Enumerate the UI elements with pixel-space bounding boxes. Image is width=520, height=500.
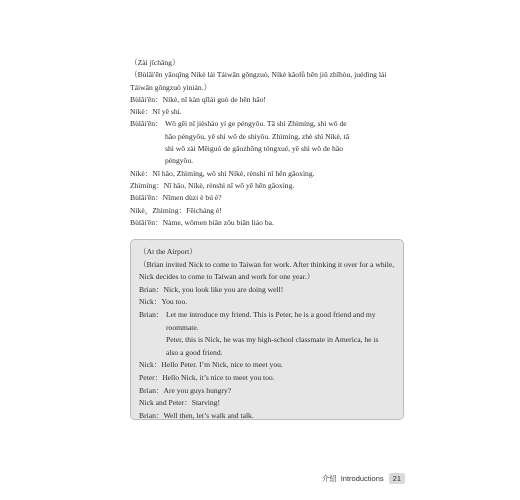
speaker-name (130, 205, 186, 217)
speaker-name (139, 410, 163, 423)
speaker-name (139, 372, 162, 385)
dialogue-line (130, 168, 410, 180)
speech-line: Nǐmen dùzi è bú è? (162, 193, 222, 203)
speech-text (192, 397, 396, 410)
speaker-name (130, 106, 152, 118)
speaker-separator: ： (144, 168, 153, 178)
speaker-separator: ： (144, 107, 153, 117)
speech-text (186, 205, 410, 217)
dialogue-line (139, 372, 396, 385)
speech-line: Are you guys hungry? (163, 385, 232, 395)
speech-text (165, 118, 410, 167)
dialogue-line (130, 180, 410, 192)
speech-line: Nàme, wǒmen biān zǒu biān liáo ba. (162, 217, 274, 227)
speech-line: Well then, let’s walk and talk. (163, 410, 254, 420)
dialogue-line (130, 94, 410, 106)
speaker-separator: ： (155, 217, 163, 227)
speech-line: Nǐ hǎo, Níkè, rènshì nǐ wǒ yě hěn gāoxìng. (163, 180, 295, 190)
speech-text (163, 217, 410, 229)
dialogue-line (139, 296, 396, 309)
speaker-label: Brian (139, 410, 156, 420)
dialogue-lines (130, 94, 410, 229)
speaker-separator: ： (155, 385, 164, 395)
dialogue-line (139, 309, 396, 359)
speaker-label: Peter (139, 372, 155, 382)
speaker-name (130, 192, 163, 204)
speech-line: roommate. (166, 322, 199, 332)
speaker-label: Nick (139, 360, 154, 370)
speech-text (166, 309, 396, 359)
scene-heading: （At the Airport） (139, 247, 197, 256)
speaker-separator: ： (153, 360, 162, 370)
speech-line: Wǒ gěi nǐ jièshào yí ge péngyǒu. Tā shì Zhìmíng, shì wǒ de (165, 119, 347, 129)
speech-line: Nǐ yě shì. (152, 107, 182, 117)
page-footer (322, 473, 405, 484)
speaker-separator: ： (156, 180, 164, 190)
speech-line: Peter, this is Nick, he was my high-school classmate in America, he is (166, 335, 379, 345)
dialogue-line (130, 118, 410, 167)
speech-text (163, 192, 410, 204)
speaker-label: Bùlǎi'ēn (130, 217, 155, 227)
speaker-name (139, 359, 161, 372)
speaker-name (139, 309, 166, 359)
speech-text (152, 168, 410, 180)
dialogue-line (139, 284, 396, 297)
speech-line: Níkè, nǐ kàn qǐlái guò de hěn hǎo! (162, 94, 266, 104)
speaker-label: Brian (139, 309, 156, 319)
scene-heading: （Zài jīchǎng） (130, 58, 180, 67)
speech-line: Hello Peter. I’m Nick, nice to meet you. (161, 360, 283, 370)
dialogue-line (130, 205, 410, 217)
scene-intro: （Brian invited Nick to come to Taiwan for work. After thinking it over for a while, Nick decides to come to Taiwan and work for one year.） (139, 259, 395, 282)
speech-text (163, 94, 410, 106)
speech-text (161, 296, 396, 309)
speaker-label: Níkè，Zhìmíng (130, 205, 179, 215)
dialogue-line (139, 385, 396, 398)
speaker-label: Brian (139, 385, 156, 395)
speech-text (164, 180, 410, 192)
dialogue-line (139, 359, 396, 372)
speaker-name (130, 217, 163, 229)
speech-line: Hello Nick, it’s nice to meet you too. (162, 372, 275, 382)
speech-line: péngyǒu. (165, 156, 194, 166)
speaker-name (130, 180, 164, 192)
speech-text (163, 410, 396, 423)
speech-line: shì wǒ zài Měiguó de gāozhōng tóngxué, yě shì wǒ de hǎo (165, 144, 343, 154)
speech-text (161, 359, 396, 372)
speaker-label: Bùlǎi'ēn (130, 193, 155, 203)
dialogue-line (130, 217, 410, 229)
speech-line: hǎo péngyǒu, yě shì wǒ de shìyǒu. Zhìmíng, zhè shì Níkè, tā (165, 131, 350, 141)
speaker-name (130, 168, 152, 180)
dialogue-line (130, 192, 410, 204)
dialogue-line (139, 397, 396, 410)
dialogue-line (139, 410, 396, 423)
speech-line: Nǐ hǎo, Zhìmíng, wǒ shì Níkè, rènshì nǐ hěn gāoxìng. (152, 168, 315, 178)
speech-line: Nick, you look like you are doing well! (163, 284, 284, 294)
speech-text (162, 372, 396, 385)
speaker-separator: ： (184, 398, 192, 408)
speaker-separator: ： (155, 284, 164, 294)
speaker-separator: ： (153, 297, 162, 307)
dialogue-line (130, 106, 410, 118)
pinyin-dialogue (130, 57, 410, 229)
speaker-name (130, 94, 163, 106)
speaker-name (139, 284, 163, 297)
speaker-label: Brian (139, 284, 156, 294)
speaker-name (130, 118, 165, 167)
speaker-separator: ： (154, 372, 163, 382)
speaker-separator: ： (178, 205, 187, 215)
dialogue-lines (139, 284, 396, 423)
speaker-name (139, 397, 192, 410)
speaker-separator: ： (155, 410, 164, 420)
speaker-label: Bùlǎi'ēn (130, 119, 155, 129)
speaker-separator: ： (155, 119, 163, 129)
speech-text (163, 284, 396, 297)
speaker-label: Zhìmíng (130, 180, 157, 190)
speaker-label: Níkè (130, 107, 145, 117)
speaker-separator: ： (155, 309, 164, 319)
chapter-title-chinese: 介紹 (321, 474, 337, 483)
chapter-title-english: Introductions (340, 474, 384, 483)
speech-line: Fēicháng è! (186, 205, 222, 215)
speaker-name (139, 385, 163, 398)
speaker-label: Níkè (130, 168, 145, 178)
speech-line: You too. (161, 297, 188, 307)
speech-line: Let me introduce my friend. This is Peter, he is a good friend and my (166, 309, 376, 319)
speech-text (152, 106, 410, 118)
english-translation-box (130, 239, 404, 420)
speech-line: also a good friend. (166, 347, 223, 357)
speaker-label: Nick and Peter (139, 398, 185, 408)
scene-intro: （Bùlǎi'ēn yāoqǐng Níkè lái Táiwān gōngzuò, Níkè kǎolǜ hěn jiǔ zhīhòu, juédìng lái Táiwān gōngzuò yìnián.） (130, 70, 387, 92)
page-number: 21 (389, 473, 405, 484)
speech-line: Starving! (191, 398, 220, 408)
speaker-name (139, 296, 161, 309)
speaker-label: Bùlǎi'ēn (130, 94, 155, 104)
speaker-separator: ： (155, 193, 163, 203)
speaker-label: Nick (139, 297, 154, 307)
speaker-separator: ： (155, 94, 163, 104)
speech-text (163, 385, 396, 398)
